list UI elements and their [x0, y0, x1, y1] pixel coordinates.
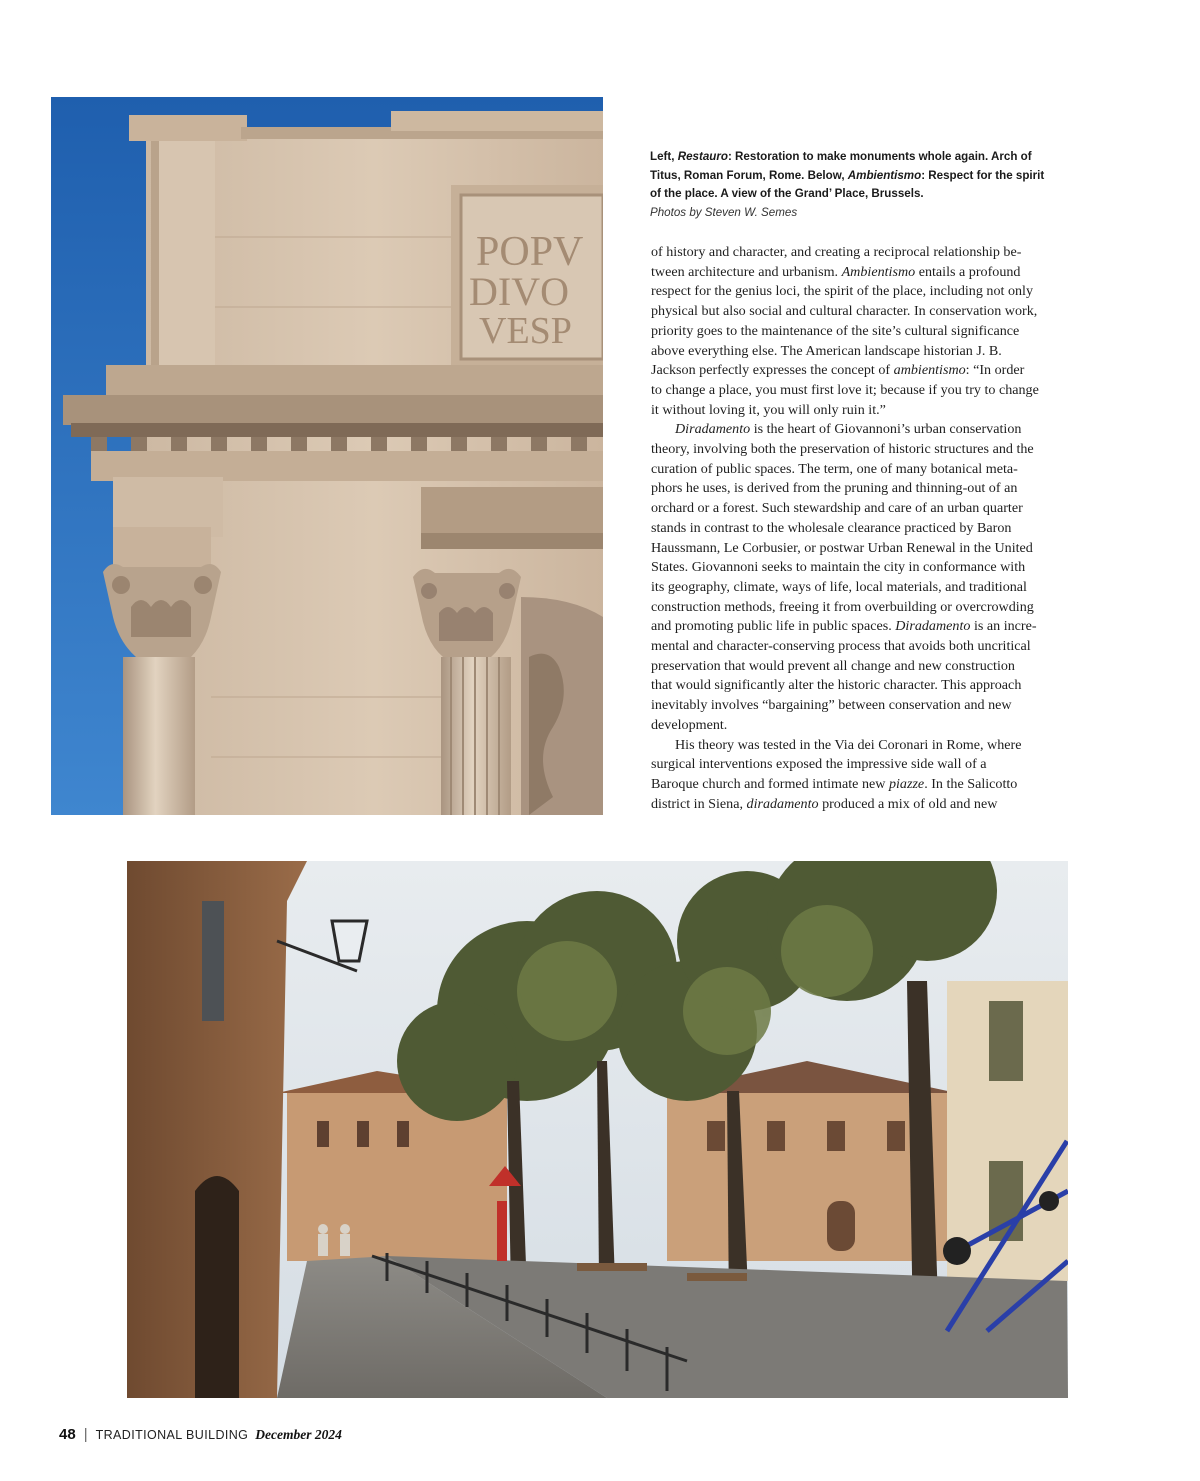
inscription-line-1: POPV [476, 229, 584, 275]
issue-date: December 2024 [255, 1427, 342, 1442]
body-text: Baroque church and formed intimate new [651, 775, 889, 792]
body-text: district in Siena, [651, 795, 747, 812]
photo-caption [650, 148, 1050, 222]
body-line: stands in contrast to the wholesale clearance practiced by Baron [651, 519, 1012, 536]
body-line: above everything else. The American landscape historian J. B. [651, 342, 1002, 359]
caption-term-restauro: Restauro [677, 150, 728, 163]
body-line: construction methods, freeing it from overbuilding or overcrowding [651, 598, 1034, 615]
body-term-diradamento: diradamento [746, 795, 819, 812]
arch-of-titus-photo [51, 97, 603, 815]
body-term-piazze: piazze [888, 775, 925, 792]
body-term-diradamento: Diradamento [895, 618, 971, 635]
body-line: mental and character-conserving process that avoids both uncritical [651, 638, 1031, 655]
body-text: : “In order [965, 362, 1025, 379]
body-line [651, 775, 1073, 795]
body-line: orchard or a forest. Such stewardship and care of an urban quarter [651, 500, 1023, 517]
body-line: Haussmann, Le Corbusier, or postwar Urban Renewal in the United [651, 539, 1033, 556]
body-line [651, 263, 1073, 283]
photo-credit: Photos by Steven W. Semes [650, 205, 798, 219]
body-text: entails a profound [915, 263, 1021, 280]
body-line [651, 361, 1073, 381]
body-line: theory, involving both the preservation of historic structures and the [651, 441, 1034, 458]
caption-term-ambientismo: Ambientismo [847, 168, 922, 182]
page-number: 48 [59, 1426, 76, 1443]
body-text: is the heart of Giovannoni’s urban conservation [750, 421, 1022, 438]
body-line: respect for the genius loci, the spirit of the place, including not only [651, 283, 1033, 300]
body-term-diradamento: Diradamento [675, 421, 751, 438]
body-line: phors he uses, is derived from the pruning and thinning-out of an [651, 480, 1018, 497]
body-text: . In the Salicotto [924, 775, 1018, 792]
body-text: and promoting public life in public spaces. [651, 618, 896, 635]
inscription-line-3: VESP [479, 310, 572, 352]
body-line-paragraph-start [651, 420, 1073, 440]
body-line [651, 617, 1073, 637]
body-line: States. Giovannoni seeks to maintain the city in conformance with [651, 559, 1026, 576]
body-line: surgical interventions exposed the impressive side wall of a [651, 756, 987, 773]
caption-text-2: : Restoration to make monuments whole again. Arch of Titus, Roman Forum, Rome. Below, [650, 150, 1032, 182]
body-line: its geography, climate, ways of life, local materials, and traditional [651, 578, 1027, 595]
body-line: priority goes to the maintenance of the site’s cultural significance [651, 322, 1020, 339]
body-text: produced a mix of old and new [818, 795, 998, 812]
body-text: Jackson perfectly expresses the concept of [651, 362, 894, 379]
magazine-name: TRADITIONAL BUILDING [95, 1428, 249, 1442]
body-text: is an incre- [970, 618, 1037, 635]
siena-piazza-photo [127, 861, 1068, 1398]
footer-separator: | [83, 1426, 88, 1443]
page-footer [59, 1426, 342, 1448]
body-term-ambientismo: Ambientismo [841, 263, 916, 280]
body-line: to change a place, you must first love it; because if you try to change [651, 381, 1039, 398]
inscription-line-2: DIVO [469, 269, 569, 314]
caption-text-1: Left, [650, 150, 678, 163]
body-line: that would significantly alter the historic character. This approach [651, 677, 1022, 694]
body-line: it without loving it, you will only ruin it.” [651, 401, 886, 418]
piazza-illustration [127, 861, 1068, 1398]
body-line: of history and character, and creating a reciprocal relationship be- [651, 244, 1022, 260]
body-line: curation of public spaces. The term, one of many botanical meta- [651, 460, 1018, 477]
body-text: tween architecture and urbanism. [651, 263, 842, 280]
body-line: development. [651, 716, 728, 733]
caption-text-3: : Respect for the spirit of the place. A view of the Grand’ Place, Brussels. [650, 168, 1045, 200]
body-line [651, 795, 1073, 815]
body-line: preservation that would prevent all change and new construction [651, 657, 1015, 674]
body-line-paragraph-start: His theory was tested in the Via dei Coronari in Rome, where [675, 736, 1022, 753]
article-body [651, 243, 1073, 814]
body-term-ambientismo: ambientismo [893, 362, 966, 379]
arch-illustration [51, 97, 603, 815]
body-line: physical but also social and cultural character. In conservation work, [651, 303, 1038, 320]
body-line: inevitably involves “bargaining” between conservation and new [651, 697, 1012, 714]
